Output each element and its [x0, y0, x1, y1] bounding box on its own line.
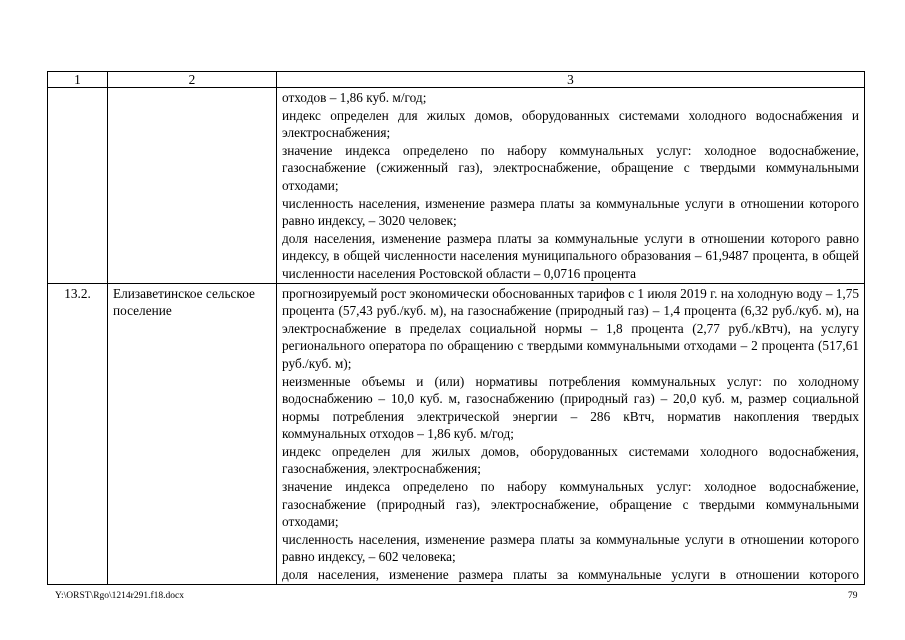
paragraph: индекс определен для жилых домов, оборудованных системами холодного водоснабжения и электроснабжения;: [282, 107, 859, 141]
paragraph: численность населения, изменение размера платы за коммунальные услуги в отношении которого равно индексу, – 3020 человек;: [282, 195, 859, 229]
footer-file-path: Y:\ORST\Rgo\1214r291.f18.docx: [55, 591, 184, 601]
document-table: [47, 71, 865, 585]
row-description: [277, 283, 865, 584]
settlement-name: Елизаветинское сельское поселение: [108, 283, 277, 584]
paragraph: отходов – 1,86 куб. м/год;: [282, 90, 427, 105]
table-row: [48, 88, 865, 284]
settlement-name: [108, 88, 277, 284]
paragraph: неизменные объемы и (или) нормативы потребления коммунальных услуг: по холодному водоснабжению – 10,0 куб. м, газоснабжению (природный газ) – 20,0 куб. м, размер социальной нормы потребления электрической энергии – 286 кВтч, норматив накопления твердых коммунальных отходов – 1,86 куб. м/год;: [282, 373, 859, 442]
row-number: 13.2.: [48, 283, 108, 584]
paragraph: доля населения, изменение размера платы за коммунальные услуги в отношении которого: [282, 567, 859, 583]
column-header-3: 3: [277, 72, 865, 88]
column-header-1: 1: [48, 72, 108, 88]
paragraph: прогнозируемый рост экономически обоснованных тарифов с 1 июля 2019 г. на холодную воду – 1,75 процента (57,43 руб./куб. м), на газоснабжение (природный газ) – 1,4 процента (6,32 руб./куб. м), на электроснабжение в пределах социальной нормы – 1,8 процента (2,77 руб./кВтч), на услугу регионального оператора по обращению с твердыми коммунальными отходами – 2 процента (517,61 руб./куб. м);: [282, 285, 859, 371]
column-header-2: 2: [108, 72, 277, 88]
footer-page-number: 79: [848, 591, 858, 601]
paragraph: значение индекса определено по набору коммунальных услуг: холодное водоснабжение, газоснабжение (природный газ), электроснабжение, обращение с твердыми коммунальными отходами;: [282, 479, 859, 530]
paragraph: значение индекса определено по набору коммунальных услуг: холодное водоснабжение, газоснабжение (сжиженный газ), электроснабжение, обращение с твердыми коммунальными отходами;: [282, 142, 859, 193]
table-row: [48, 283, 865, 584]
row-description: [277, 88, 865, 284]
paragraph: численность населения, изменение размера платы за коммунальные услуги в отношении которого равно индексу, – 602 человека;: [282, 531, 859, 565]
paragraph: доля населения, изменение размера платы за коммунальные услуги в отношении которого равно индексу, в общей численности населения муниципального образования – 61,9487 процента, в общей численности населения Ростовской области – 0,0716 процента: [282, 230, 859, 281]
table-header-row: [48, 72, 865, 88]
paragraph: индекс определен для жилых домов, оборудованных системами холодного водоснабжения, газоснабжения, электроснабжения;: [282, 443, 859, 477]
row-number: [48, 88, 108, 284]
